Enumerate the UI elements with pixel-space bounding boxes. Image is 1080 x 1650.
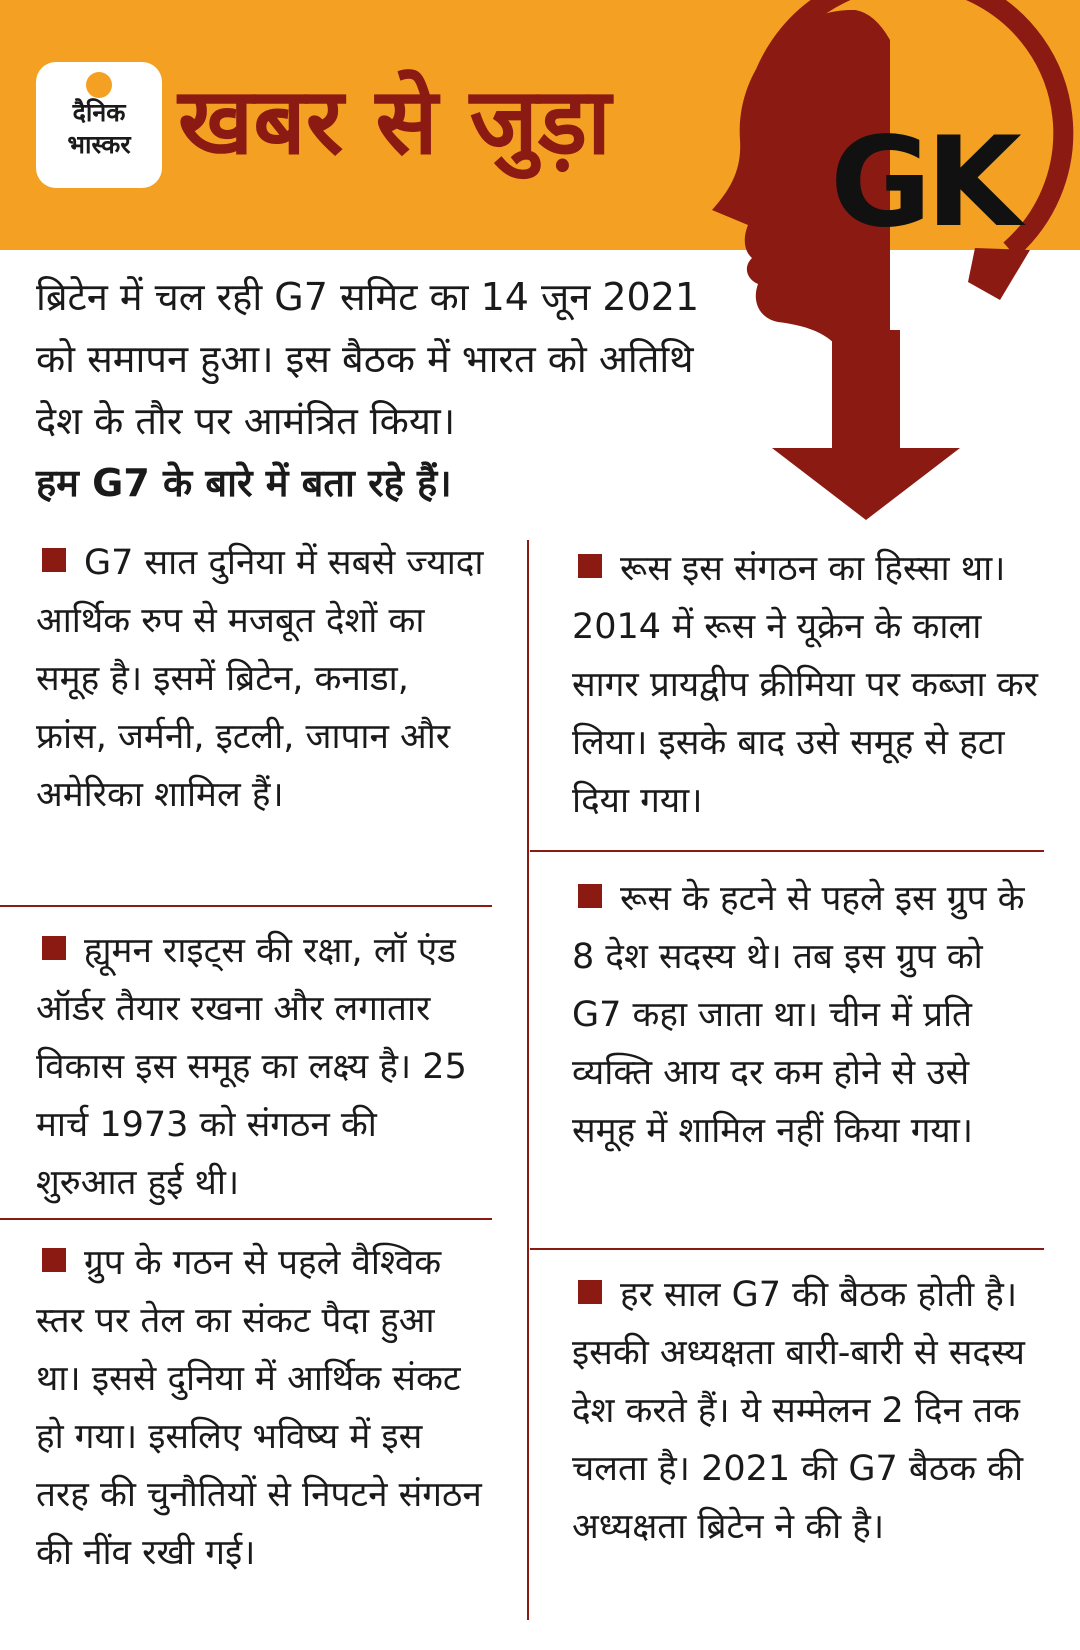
left-point-3 [36, 1234, 486, 1582]
right-divider-2 [530, 1248, 1044, 1250]
bullet-square-icon [42, 936, 66, 960]
page-title: खबर से जुड़ा [178, 68, 611, 175]
right-divider-1 [530, 850, 1044, 852]
right-point-2 [572, 870, 1042, 1160]
intro-text: ब्रिटेन में चल रही G7 समिट का 14 जून 2021 को समापन हुआ। इस बैठक में भारत को अतिथि देश के तौर पर आमंत्रित किया। [36, 275, 700, 443]
bullet-square-icon [578, 554, 602, 578]
left-point-1-text: G7 सात दुनिया में सबसे ज्यादा आर्थिक रुप से मजबूत देशों का समूह है। इसमें ब्रिटेन, कनाडा, फ्रांस, जर्मनी, इटली, जापान और अमेरिका शामिल हैं। [36, 543, 484, 815]
left-divider-2 [0, 1218, 492, 1220]
intro-paragraph [36, 266, 746, 514]
logo-line-2: भास्कर [67, 130, 131, 159]
left-point-2 [36, 922, 486, 1212]
left-point-1 [36, 534, 486, 824]
bullet-square-icon [42, 1248, 66, 1272]
right-point-3 [572, 1266, 1042, 1556]
down-arrow-icon [772, 330, 960, 520]
left-point-3-text: ग्रुप के गठन से पहले वैश्विक स्तर पर तेल का संकट पैदा हुआ था। इससे दुनिया में आर्थिक संकट हो गया। इसलिए भविष्य में इस तरह की चुनौतियों से निपटने संगठन की नींव रखी गई। [36, 1243, 482, 1573]
bullet-square-icon [42, 548, 66, 572]
bullet-square-icon [578, 1280, 602, 1304]
right-point-2-text: रूस के हटने से पहले इस ग्रुप के 8 देश सदस्य थे। तब इस ग्रुप को G7 कहा जाता था। चीन में प्रति व्यक्ति आय दर कम होने से उसे समूह में शामिल नहीं किया गया। [572, 879, 1025, 1151]
column-divider [527, 540, 529, 1620]
left-point-2-text: ह्यूमन राइट्स की रक्षा, लॉ एंड ऑर्डर तैयार रखना और लगातार विकास इस समूह का लक्ष्य है। 25 मार्च 1973 को संगठन की शुरुआत हुई थी। [36, 931, 467, 1203]
bullet-square-icon [578, 884, 602, 908]
left-divider-1 [0, 905, 492, 907]
intro-bold-text: हम G7 के बारे में बता रहे हैं। [36, 461, 452, 505]
right-point-1-text: रूस इस संगठन का हिस्सा था। 2014 में रूस ने यूक्रेन के काला सागर प्रायद्वीप क्रीमिया पर कब्जा कर लिया। इसके बाद उसे समूह से हटा दिया गया। [572, 549, 1038, 821]
logo-line-1: दैनिक [72, 98, 126, 127]
right-point-1 [572, 540, 1042, 830]
gk-badge: GK [830, 111, 1016, 255]
right-point-3-text: हर साल G7 की बैठक होती है। इसकी अध्यक्षता बारी-बारी से सदस्य देश करते हैं। ये सम्मेलन 2 दिन तक चलता है। 2021 की G7 बैठक की अध्यक्षता ब्रिटेन ने की है। [572, 1275, 1025, 1547]
